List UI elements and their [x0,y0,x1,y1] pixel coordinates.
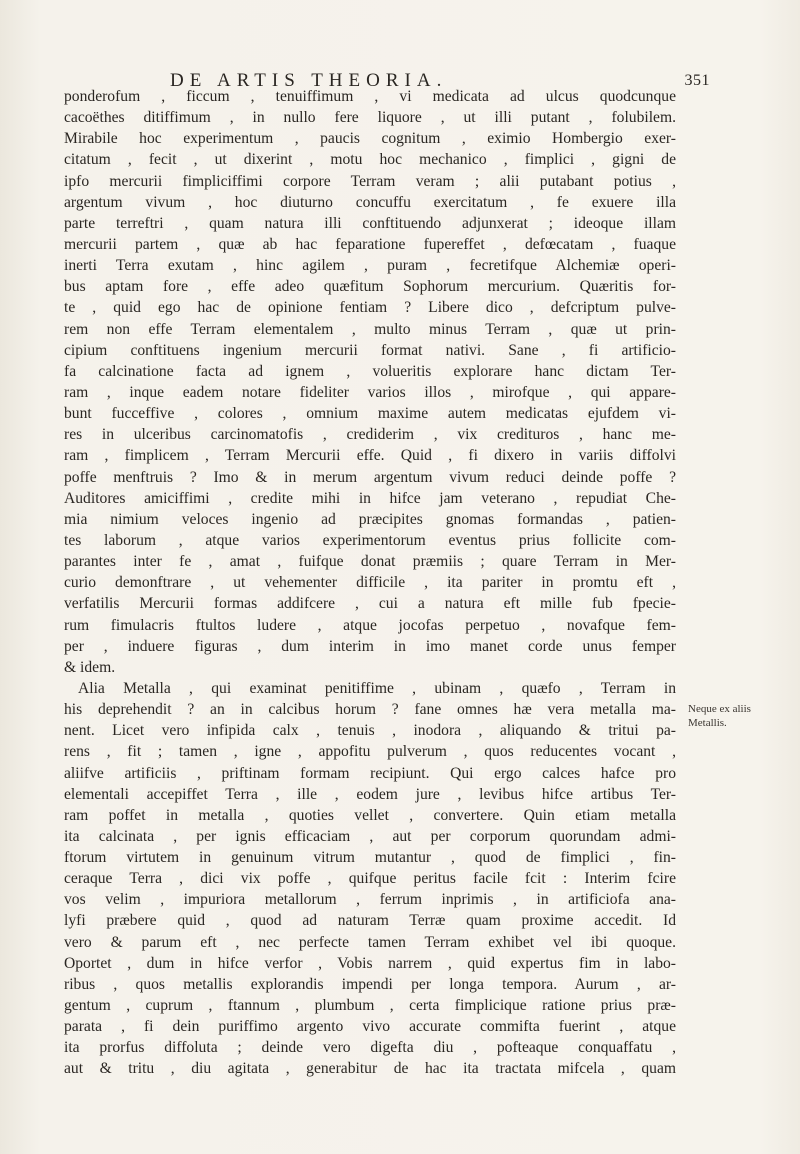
text-line: ipfo mercurii fimpliciffimi corpore Terram veram ; alii putabant potius , [64,172,676,190]
text-line: cacoëthes ditiffimum , in nullo fere liquore , ut illi putant , folubilem. [64,109,676,127]
text-line: parantes inter fe , amat , fuifque donat præmiis ; quare Terram in Mer- [64,553,676,571]
text-line: ftorum virtutem in genuinum vitrum mutantur , quod de fimplici , fin- [64,849,676,867]
text-line: ceraque Terra , dici vix poffe , quifque peritus facile fcit : Interim fcire [64,870,676,888]
text-line: rens , fit ; tamen , igne , appofitu pulverum , quos reducentes vocant , [64,743,676,761]
text-line: Alia Metalla , qui examinat penitiffime , ubinam , quæfo , Terram in [78,679,676,697]
text-line: ponderofum , ficcum , tenuiffimum , vi medicata ad ulcus quodcunque [64,88,676,105]
text-line: mia nimium veloces ingenio ad præcipites gnomas formandas , patien- [64,510,676,528]
text-line: ram poffet in metalla , quoties vellet , convertere. Quin etiam metalla [64,806,676,824]
text-line: ribus , quos metallis explorandis impendi per longa tempora. Aurum , ar- [64,975,676,993]
marginal-note: Neque ex aliis Metallis. [688,703,751,729]
text-line: & idem. [64,658,116,676]
text-line: aliifve artificiis , priftinam formam recipiunt. Qui ergo calces hafce pro [64,764,676,782]
text-line: elementali accepiffet Terra , ille , eodem jure , levibus hifce artibus Ter- [64,785,676,803]
text-line: lyfi præbere quid , quod ad naturam Terræ quam proxime accedit. Id [64,912,676,930]
text-line: Oportet , dum in hifce verfor , Vobis narrem , quid expertus fim in labo- [64,954,676,972]
text-line: ram , inque eadem notare fideliter varios illos , mirofque , qui appare- [64,383,676,401]
text-line: bunt fucceffive , colores , omnium maxime autem medicatas ejufdem vi- [64,405,676,423]
text-line: his deprehendit ? an in calcibus horum ? fane omnes hæ vera metalla ma- [64,701,676,719]
text-line: rum fimulacris ftultos ludere , atque jocofas perpetuo , novafque fem- [64,616,676,634]
text-line: ita prorfus diffoluta ; deinde vero digefta diu , pofteaque conquaffatu , [64,1039,676,1057]
text-line: rem non effe Terram elementalem , multo minus Terram , quæ ut prin- [64,320,676,338]
page-number: 351 [684,72,710,89]
text-line: cipium conftituens ingenium mercurii format nativi. Sane , fi artificio- [64,341,676,359]
text-line: verfatilis Mercurii formas addifcere , cui a natura eft mille fub fpecie- [64,595,676,613]
text-line: vos velim , impuriora metallorum , ferrum inprimis , in artificiofa ana- [64,891,676,909]
text-line: citatum , fecit , ut dixerint , motu hoc mechanico , fimplici , gigni de [64,151,676,169]
text-line: ram , fimplicem , Terram Mercurii effe. Quid , fi dixero in variis diffolvi [64,447,676,465]
text-line: poffe menftruis ? Imo & in merum argentum vivum reduci deinde poffe ? [64,468,676,486]
text-line: curio demonftrare , ut vehementer difficile , ita pariter in promtu eft , [64,574,676,592]
text-line: vero & parum eft , nec perfecte tamen Terram exhibet vel ibi quoque. [64,933,676,951]
text-line: nent. Licet vero infipida calx , tenuis , inodora , aliquando & tritui pa- [64,722,676,740]
text-line: ita calcinata , per ignis efficaciam , aut per corporum quorundam admi- [64,827,676,845]
text-line: inerti Terra exutam , hinc agilem , puram , fecretifque Alchemiæ operi- [64,257,676,275]
text-line: argentum vivum , hoc diuturno concuffu exercitatum , fe exuere illa [64,193,676,211]
text-line: tes laborum , atque varios experimentorum eventus prius follicite com- [64,531,676,549]
text-line: per , induere figuras , dum interim in imo manet corde unus femper [64,637,676,655]
text-line: res in ulceribus carcinomatofis , crediderim , vix credituros , hanc me- [64,426,676,444]
body-text [64,86,676,1080]
text-line: gentum , cuprum , ftannum , plumbum , certa fimplicique ratione prius præ- [64,997,676,1015]
text-line: fa calcinatione facta ad ignem , volueritis explorare hanc dictam Ter- [64,362,676,380]
text-line: Auditores amiciffimi , credite mihi in hifce jam veterano , repudiat Che- [64,489,676,507]
text-line: mercurii partem , quæ ab hac feparatione fupereffet , defœcatam , fuaque [64,235,676,253]
text-line: parata , fi dein puriffimo argento vivo accurate commifta fuerint , atque [64,1018,676,1036]
text-line: aut & tritu , diu agitata , generabitur de hac ita tractata mifcela , quam [64,1060,676,1078]
text-line: parte terreftri , quam natura illi conftituendo adjunxerat ; ideoque illam [64,214,676,232]
running-title: DE ARTIS THEORIA. [170,70,448,91]
text-line: bus aptam fore , effe adeo quæfitum Sophorum mercurium. Quæritis for- [64,278,676,296]
text-line: Mirabile hoc experimentum , paucis cognitum , eximio Hombergio exer- [64,130,676,148]
text-line: te , quid ego hac de opinione fentiam ? Libere dico , defcriptum pulve- [64,299,676,317]
